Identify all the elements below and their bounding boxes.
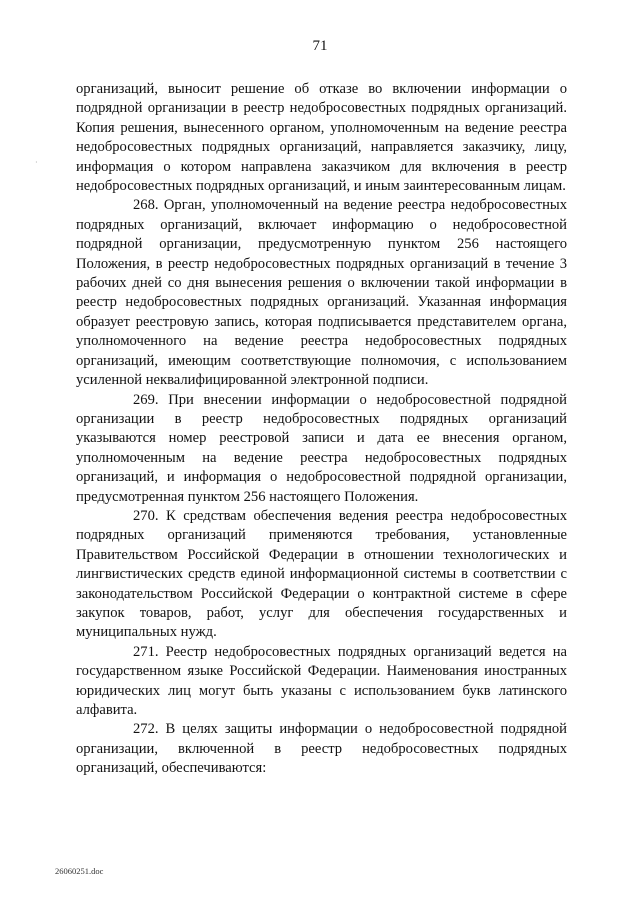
paragraph-272: 272. В целях защиты информации о недобросовестной подрядной организации, включенной в реестр недобросовестных подрядных организаций, обеспечиваются: [76, 721, 567, 777]
page-number: 71 [312, 38, 328, 54]
file-footer: 26060251.doc [55, 866, 104, 876]
paragraph-270: 270. К средствам обеспечения ведения реестра недобросовестных подрядных организаций применяются требования, установленные Правительством Российской Федерации в отношении технологических и лингвистических средств единой информационной системы в соответствии с законодательством Российской Федерации о контрактной системе в сфере закупок товаров, работ, услуг для обеспечения государственных и муниципальных нужд. [76, 507, 567, 641]
document-body [76, 80, 567, 779]
paragraph-continuation: организаций, выносит решение об отказе во включении информации о подрядной организации в реестр недобросовестных подрядных организаций. Копия решения, вынесенного органом, уполномоченным на ведение реестра недобросовестных подрядных организаций, направляется заказчику, лицу, информация о котором направлена заказчиком для включения в реестр недобросовестных подрядных организаций, и иным заинтересованным лицам. [76, 81, 567, 195]
paragraph-269: 269. При внесении информации о недобросовестной подрядной организации в реестр недобросовестных подрядных организаций указываются номер реестровой записи и дата ее внесения органом, уполномоченным на ведение реестра недобросовестных подрядных организаций, и информация о недобросовестной подрядной организации, предусмотренная пунктом 256 настоящего Положения. [76, 391, 567, 505]
paragraph-271: 271. Реестр недобросовестных подрядных организаций ведется на государственном языке Российской Федерации. Наименования иностранных юридических лиц могут быть указаны с использованием букв латинского алфавита. [76, 643, 567, 718]
margin-mark: · [35, 158, 38, 167]
paragraph-268: 268. Орган, уполномоченный на ведение реестра недобросовестных подрядных организаций, включает информацию о недобросовестной подрядной организации, предусмотренную пунктом 256 настоящего Положения, в реестр недобросовестных подрядных организаций в течение 3 рабочих дней со дня вынесения решения о включении такой информации в реестр недобросовестных подрядных организаций. Указанная информация образует реестровую запись, которая подписывается представителем органа, уполномоченного на ведение реестра недобросовестных подрядных организаций, имеющим соответствующие полномочия, с использованием усиленной неквалифицированной электронной подписи. [76, 197, 567, 389]
